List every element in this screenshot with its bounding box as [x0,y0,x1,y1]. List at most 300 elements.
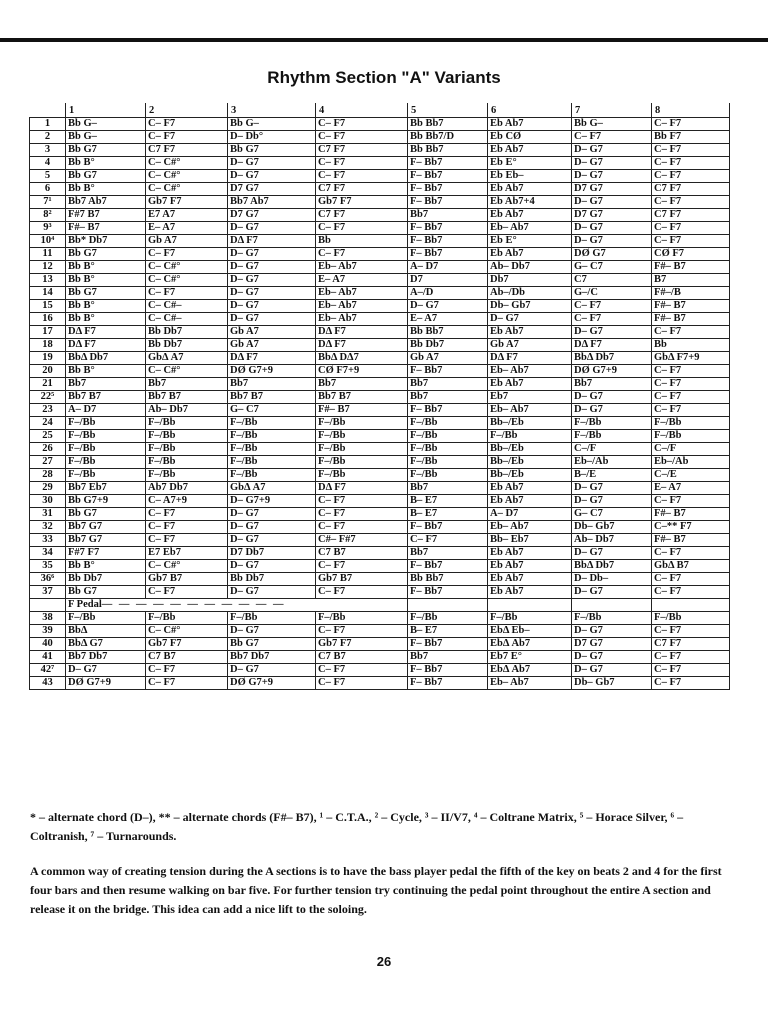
chord-cell: Bb B° [66,365,146,378]
row-number: 40 [30,638,66,651]
chord-cell: D– G7 [228,287,316,300]
chord-cell: A– D7 [408,261,488,274]
chord-cell: C– F7 [146,534,228,547]
column-header-6: 6 [488,103,572,118]
chord-cell: C– F7 [652,326,730,339]
chord-cell: Bb7 B7 [66,391,146,404]
chord-cell: D7 Db7 [228,547,316,560]
chord-cell: C– C#° [146,625,228,638]
table-row [30,209,730,222]
chord-cell: F–/Bb [316,443,408,456]
chord-cell: Eb–/Ab [572,456,652,469]
table-body [30,118,730,690]
chord-cell: GbΔ A7 [146,352,228,365]
row-number: 26 [30,443,66,456]
table-row [30,170,730,183]
chord-cell: E7 A7 [146,209,228,222]
chord-cell: Eb– Ab7 [488,365,572,378]
chord-cell: Bb Db7 [146,326,228,339]
chord-cell: Eb Ab7 [488,326,572,339]
chord-cell: Bb B° [66,157,146,170]
chord-cell: F–/Bb [488,612,572,625]
chord-cell: E– A7 [316,274,408,287]
table-row [30,222,730,235]
chord-cell: C7 B7 [316,651,408,664]
chord-cell: G– C7 [572,508,652,521]
chord-cell: F#–/B [652,287,730,300]
chord-cell: Bb B° [66,560,146,573]
chord-cell: Gb7 B7 [316,573,408,586]
chord-cell: Db– Gb7 [572,677,652,690]
chord-cell: DΔ F7 [66,339,146,352]
chord-cell: C– F7 [652,404,730,417]
chord-cell: F–/Bb [408,417,488,430]
row-number: 4 [30,157,66,170]
pedal-dash-line: — — — — — — — — — — — [101,599,286,610]
chord-cell: Bb G7 [66,248,146,261]
chord-cell: C– F7 [652,157,730,170]
chord-cell: C–/F [572,443,652,456]
chord-cell: F–/Bb [146,469,228,482]
chord-cell: Gb7 F7 [316,196,408,209]
explanatory-paragraph: A common way of creating tension during the A sections is to have the bass player pedal the fifth of the key on beats 2 and 4 for the first four bars and then resume walking on bar five. For further tension try continuing the pedal point throughout the entire A section and release it on the bridge. This idea can add a nice lift to the soloing. [30,864,722,916]
chord-cell: F#– B7 [652,300,730,313]
chord-cell: DΔ F7 [66,326,146,339]
table-row [30,430,730,443]
table-row [30,573,730,586]
chord-cell: Eb CØ [488,131,572,144]
chord-cell: Bb G– [66,118,146,131]
chord-cell: C7 [572,274,652,287]
pedal-empty-cell [488,599,572,612]
chord-cell: D– G7 [228,170,316,183]
header-corner [30,103,66,118]
chord-cell: Eb Ab7 [488,495,572,508]
chord-cell: C–** F7 [652,521,730,534]
chord-cell: Db7 [488,274,572,287]
column-header-3: 3 [228,103,316,118]
chord-cell: Eb7 [488,391,572,404]
row-number: 17 [30,326,66,339]
chord-cell: C– C#° [146,560,228,573]
chord-cell: D– G7 [572,404,652,417]
chord-cell: D– G7 [228,560,316,573]
row-number: 11 [30,248,66,261]
chord-cell: Bb G– [228,118,316,131]
chord-cell: D– G7 [228,534,316,547]
page-title: Rhythm Section "A" Variants [267,68,501,87]
chord-cell: C– F7 [652,573,730,586]
chord-cell: GbΔ F7+9 [652,352,730,365]
chord-cell: D– G7 [572,144,652,157]
table-row [30,313,730,326]
chord-cell: D– G7 [572,482,652,495]
chord-cell: D– Db– [572,573,652,586]
chord-cell: C–/F [652,443,730,456]
table-row [30,352,730,365]
chord-cell: Gb A7 [228,339,316,352]
chord-cell: C– F7 [652,222,730,235]
chord-cell: C– F7 [316,248,408,261]
chord-cell: Bb G7 [66,170,146,183]
row-number: 43 [30,677,66,690]
column-header-8: 8 [652,103,730,118]
table-row [30,677,730,690]
column-header-4: 4 [316,103,408,118]
table-row [30,391,730,404]
chord-cell: F– Bb7 [408,183,488,196]
row-number: 20 [30,365,66,378]
chord-cell: Bb B° [66,300,146,313]
chord-cell: C– F7 [652,378,730,391]
row-number: 1 [30,118,66,131]
chord-cell: Bb G7 [228,638,316,651]
table-row [30,417,730,430]
row-number: 39 [30,625,66,638]
chord-cell: C– F7 [146,508,228,521]
chord-cell: F–/Bb [316,430,408,443]
chord-cell: C– F7 [316,118,408,131]
chord-cell: DØ G7 [572,248,652,261]
chord-cell: Bb7 [572,378,652,391]
chord-cell: Bb7 [146,378,228,391]
table-row [30,196,730,209]
chord-cell: F–/Bb [146,430,228,443]
chord-cell: F–/Bb [408,430,488,443]
table-row [30,469,730,482]
row-number: 13 [30,274,66,287]
chord-cell: F#– B7 [652,261,730,274]
chord-cell: D– G7 [572,391,652,404]
chord-cell: F#7 F7 [66,547,146,560]
chord-cell: D– G7 [572,222,652,235]
row-number: 16 [30,313,66,326]
chord-cell: Ab– Db7 [572,534,652,547]
chord-cell: Bb7 [316,378,408,391]
chord-cell: E– A7 [146,222,228,235]
chord-cell: C– C#° [146,274,228,287]
footnote: * – alternate chord (D–), ** – alternate chords (F#– B7), ¹ – C.T.A., ² – Cycle, ³ – II/V7, ⁴ – Coltrane Matrix, ⁵ – Horace Silver, ⁶ – Coltranish, ⁷ – Turnarounds. [30,810,684,843]
row-number: 41 [30,651,66,664]
chord-cell: C– F7 [316,508,408,521]
chord-cell: Ab7 Db7 [146,482,228,495]
chord-cell: Bb7 [66,378,146,391]
chord-cell: Bb–/Eb [488,417,572,430]
column-header-row [30,103,730,118]
chord-cell: C– C#° [146,170,228,183]
chord-cell: CØ F7+9 [316,365,408,378]
chord-cell: F–/Bb [146,443,228,456]
chord-cell: C– F7 [652,235,730,248]
chord-cell: D– Db° [228,131,316,144]
chord-cell: E7 Eb7 [146,547,228,560]
chord-cell: D– G7 [228,313,316,326]
chord-cell: F– Bb7 [408,404,488,417]
chord-cell: F– Bb7 [408,638,488,651]
chord-cell: D7 G7 [572,638,652,651]
chord-cell: Eb–/Ab [652,456,730,469]
chord-cell: C– F7 [146,521,228,534]
chord-cell: D– G7 [228,300,316,313]
table-row [30,521,730,534]
table-row [30,157,730,170]
chord-cell: G– C7 [228,404,316,417]
chord-cell: DΔ F7 [316,339,408,352]
chord-cell: DØ G7+9 [228,365,316,378]
row-number: 3 [30,144,66,157]
chord-cell: EbΔ Ab7 [488,638,572,651]
chord-cell: F– Bb7 [408,196,488,209]
chord-cell: Bb– Eb7 [488,534,572,547]
chord-cell: D– G7 [228,274,316,287]
chord-cell: Bb–/Eb [488,443,572,456]
chord-cell: Bb Bb7 [408,144,488,157]
chord-cell: D– G7 [228,222,316,235]
chord-cell: F– Bb7 [408,677,488,690]
chord-cell: C– C#° [146,183,228,196]
chord-cell: D– G7 [572,586,652,599]
chord-cell: C– F7 [316,677,408,690]
chord-cell: Bb B° [66,313,146,326]
chord-cell: C– F7 [652,196,730,209]
chord-cell: A–/D [408,287,488,300]
row-number: 27 [30,456,66,469]
chord-cell: F–/Bb [316,456,408,469]
chord-cell: C– F7 [652,170,730,183]
chord-cell: Bb G7 [66,144,146,157]
chord-cell: F–/Bb [228,443,316,456]
row-number: 12 [30,261,66,274]
table-row [30,482,730,495]
chord-cell: G–/C [572,287,652,300]
chord-cell: F–/Bb [66,443,146,456]
chord-cell: Bb B° [66,274,146,287]
chord-cell: C– F7 [652,586,730,599]
chord-cell: Bb G7 [66,508,146,521]
chord-cell: Bb7 B7 [228,391,316,404]
chord-cell: F–/Bb [572,430,652,443]
chord-cell: Bb G7 [66,287,146,300]
chord-cell: DΔ F7 [228,352,316,365]
chord-cell: DΔ F7 [488,352,572,365]
chord-cell: C7 B7 [316,547,408,560]
table-row [30,300,730,313]
top-rule [0,38,768,42]
chord-cell: C– F7 [652,365,730,378]
pedal-label: F Pedal [68,599,102,610]
chord-cell: C– F7 [146,248,228,261]
chord-cell: C7 F7 [652,638,730,651]
chord-cell: DΔ F7 [316,482,408,495]
chord-cell: Bb7 G7 [66,521,146,534]
chord-cell: BbΔ Db7 [572,560,652,573]
chord-cell: BbΔ Db7 [572,352,652,365]
chord-cell: Eb– Ab7 [488,222,572,235]
chord-cell: D– G7 [488,313,572,326]
chord-cell: Bb [652,339,730,352]
chord-cell: Gb A7 [488,339,572,352]
table-row [30,586,730,599]
chord-cell: F– Bb7 [408,235,488,248]
chord-cell: Bb G– [66,131,146,144]
row-number: 6 [30,183,66,196]
table-row [30,287,730,300]
chord-cell: D– G7 [408,300,488,313]
row-number: 22⁵ [30,391,66,404]
chord-cell: F–/Bb [228,430,316,443]
chord-cell: Db– Gb7 [488,300,572,313]
chord-cell: D– G7 [572,235,652,248]
chord-cell: C– F7 [652,664,730,677]
chord-cell: GbΔ A7 [228,482,316,495]
table-row [30,183,730,196]
chord-cell: Eb– Ab7 [488,521,572,534]
chord-cell: Bb7 G7 [66,534,146,547]
chord-cell: F–/Bb [228,456,316,469]
row-number: 31 [30,508,66,521]
chord-cell: C– F7 [316,664,408,677]
chord-cell: B– E7 [408,495,488,508]
chord-cell: Bb7 B7 [146,391,228,404]
chord-cell: Bb* Db7 [66,235,146,248]
chord-cell: Eb Ab7 [488,573,572,586]
chord-cell: D– G7 [228,521,316,534]
row-number: 18 [30,339,66,352]
chord-cell: C– F7 [652,495,730,508]
chord-cell: EbΔ Ab7 [488,664,572,677]
chord-cell: C– F7 [572,313,652,326]
chord-cell: D– G7 [228,664,316,677]
column-header-5: 5 [408,103,488,118]
chord-cell: Eb– Ab7 [316,300,408,313]
chord-cell: F–/Bb [66,417,146,430]
chord-cell: C– A7+9 [146,495,228,508]
pedal-row-number-cell [30,599,66,612]
chord-cell: Bb7 [228,378,316,391]
chord-cell: F–/Bb [146,612,228,625]
chord-cell: Gb7 F7 [146,196,228,209]
chord-cell: Eb Ab7 [488,209,572,222]
chord-cell: Bb Bb7 [408,573,488,586]
row-number: 21 [30,378,66,391]
chord-cell: C7 F7 [316,144,408,157]
chord-cell: F#– B7 [316,404,408,417]
chord-cell: F– Bb7 [408,170,488,183]
chord-cell: GbΔ B7 [652,560,730,573]
chord-cell: C– F7 [146,118,228,131]
chord-cell: D– G7 [228,625,316,638]
chord-cell: C7 F7 [652,209,730,222]
chord-cell: Bb7 [408,482,488,495]
chord-cell: C7 F7 [316,183,408,196]
chord-cell: Bb7 [408,209,488,222]
chord-cell: DØ G7+9 [228,677,316,690]
chord-cell: F–/Bb [572,417,652,430]
chord-cell: C– F7 [316,586,408,599]
chord-cell: C–/E [652,469,730,482]
row-number: 33 [30,534,66,547]
chord-cell: D– G7 [228,157,316,170]
chord-cell: C– F7 [316,222,408,235]
pedal-empty-cell [652,599,730,612]
chord-cell: F#– B7 [66,222,146,235]
table-row [30,274,730,287]
chord-cell: BbΔ Db7 [66,352,146,365]
chord-cell: F–/Bb [652,417,730,430]
row-number: 15 [30,300,66,313]
chord-cell: Eb Ab7 [488,183,572,196]
table-row [30,638,730,651]
row-number: 36⁶ [30,573,66,586]
chord-cell: C– F7 [146,586,228,599]
chord-cell: F#– B7 [652,534,730,547]
chord-cell: F–/Bb [228,417,316,430]
chord-cell: F–/Bb [408,443,488,456]
chord-cell: Gb7 F7 [146,638,228,651]
chord-cell: D– G7 [228,261,316,274]
chord-cell: Gb A7 [146,235,228,248]
chord-cell: Ab–/Db [488,287,572,300]
chord-cell: F#7 B7 [66,209,146,222]
table-row [30,443,730,456]
chord-cell: F–/Bb [488,430,572,443]
chord-cell: Eb Ab7 [488,248,572,261]
chord-cell: Bb F7 [652,131,730,144]
chord-cell: C– F7 [146,664,228,677]
pedal-empty-cell [572,599,652,612]
chord-cell: C– F7 [652,118,730,131]
row-number: 28 [30,469,66,482]
chord-cell: C#– F#7 [316,534,408,547]
chord-cell: F–/Bb [572,612,652,625]
chord-cell: F#– B7 [652,313,730,326]
chord-cell: D– G7 [572,157,652,170]
chord-cell: A– D7 [488,508,572,521]
chord-cell: C7 F7 [652,183,730,196]
chord-cell: DΔ F7 [316,326,408,339]
chord-cell: C– F7 [572,131,652,144]
chord-cell: Eb Ab7 [488,378,572,391]
chord-cell: C– C#° [146,365,228,378]
row-number: 2 [30,131,66,144]
chord-cell: D– G7 [228,508,316,521]
chord-cell: Gb A7 [228,326,316,339]
table-row [30,560,730,573]
chord-cell: Bb B° [66,183,146,196]
chord-cell: Bb7 Db7 [66,651,146,664]
chord-cell: D– G7 [572,170,652,183]
row-number: 34 [30,547,66,560]
row-number: 23 [30,404,66,417]
chord-cell: Eb– Ab7 [316,287,408,300]
chord-cell: F–/Bb [316,417,408,430]
chord-cell: F–/Bb [408,456,488,469]
chord-cell: D– G7 [66,664,146,677]
chord-cell: Eb Ab7 [488,586,572,599]
chord-cell: Ab– Db7 [146,404,228,417]
chord-cell: DΔ F7 [228,235,316,248]
chord-cell: D– G7+9 [228,495,316,508]
table-row [30,248,730,261]
chord-cell: D– G7 [228,248,316,261]
table-row [30,456,730,469]
table-row [30,326,730,339]
row-number: 19 [30,352,66,365]
row-number: 5 [30,170,66,183]
chord-cell: Bb7 B7 [316,391,408,404]
table-row [30,365,730,378]
table-row [30,144,730,157]
